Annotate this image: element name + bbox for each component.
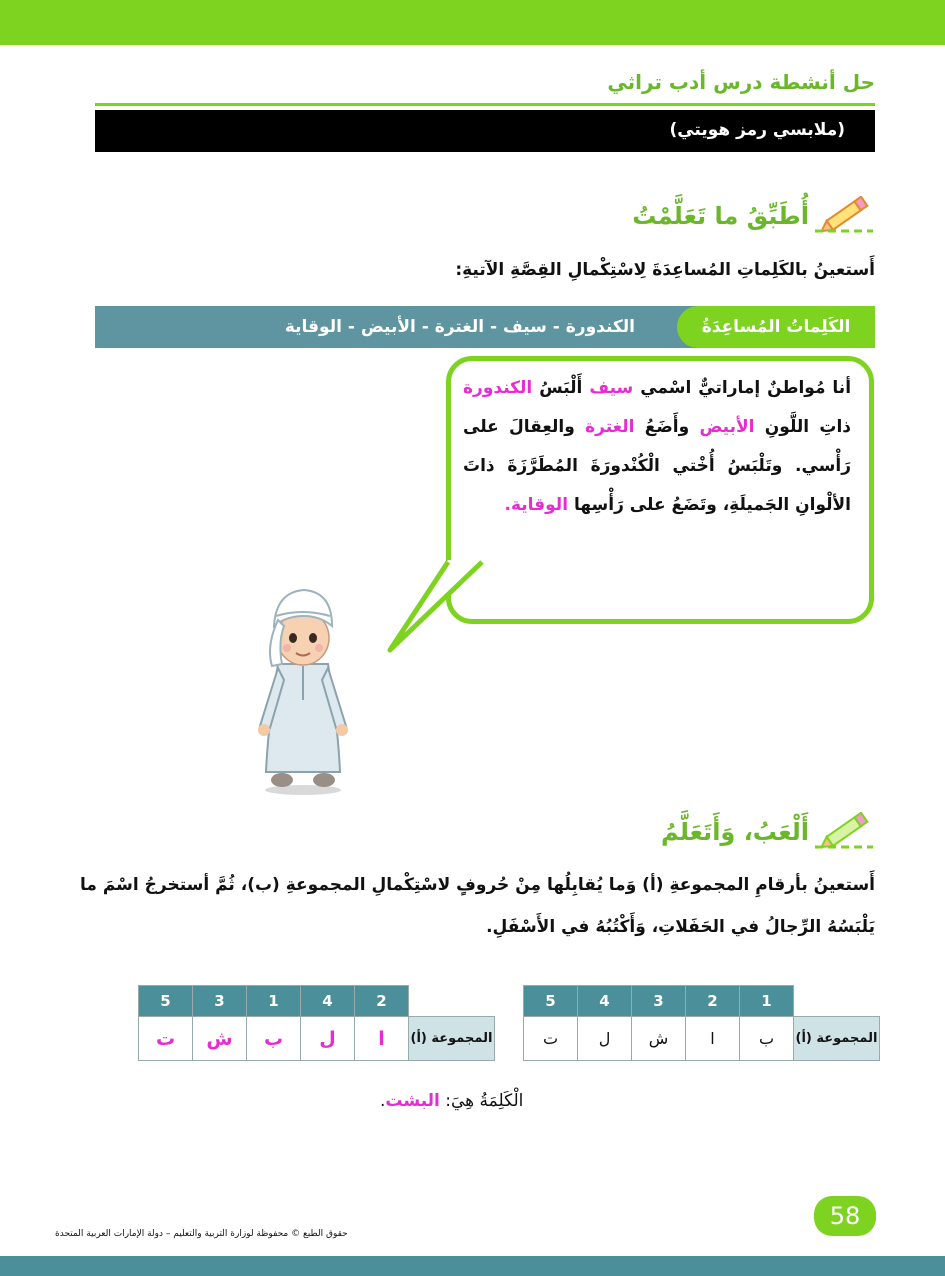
helper-words-bar (95, 306, 875, 348)
letter-cell: ا (355, 1017, 409, 1061)
group-label-cell: المجموعة (أ) (409, 1017, 495, 1061)
story-segment: والعِقالَ على رَأْسي. وتَلْبَسُ أُخْتي الْكُنْدورَةَ المُطَرَّزَةَ ذاتَ الألْوانِ الجَميلَةِ، وتَضَعُ على رَأْسِها (463, 417, 851, 515)
story-segment: وأَضَعُ (644, 417, 690, 437)
instruction-story: أَستعينُ بالكَلِماتِ المُساعِدَةَ لِاسْتِكْمالِ القِصَّةِ الآتيةِ: (455, 260, 875, 280)
answer-line (380, 1091, 523, 1111)
puzzle-table-answer (138, 985, 495, 1061)
number-cell: 2 (686, 986, 740, 1017)
number-cell: 3 (632, 986, 686, 1017)
section-apply-title: أُطَبِّقُ ما تَعَلَّمْتُ (632, 202, 809, 230)
story-answer-word: الكندورة (463, 378, 533, 398)
pencil-icon (813, 196, 875, 236)
story-answer-word: سيف (589, 378, 634, 398)
story-segment: ذاتِ اللَّونِ (764, 417, 852, 437)
answer-prefix: الْكَلِمَةُ هِيَ: (445, 1091, 524, 1111)
number-cell: 1 (247, 986, 301, 1017)
helper-words-label: الكَلِماتُ المُساعِدَةُ (677, 306, 875, 348)
subtitle-band (95, 110, 875, 152)
story-answer-word: الوقاية. (504, 495, 569, 515)
number-cell: 4 (578, 986, 632, 1017)
letter-cell: ش (193, 1017, 247, 1061)
speech-bubble (446, 356, 874, 624)
answer-suffix: . (380, 1091, 386, 1111)
subtitle-text: (ملابسي رمز هويتي) (669, 120, 845, 140)
number-cell: 5 (524, 986, 578, 1017)
story-segment: أنا مُواطنٌ إماراتيٌّ اسْمي (640, 378, 852, 398)
table-corner (794, 986, 880, 1017)
page-number-badge: 58 (814, 1196, 876, 1236)
instruction-puzzle: أَستعينُ بأرقامِ المجموعةِ (أ) وَما يُقابِلُها مِنْ حُروفٍ لاسْتِكْمالِ المجموعةِ (ب)، ثُمَّ أستخرجُ اسْمَ ما يَلْبَسُهُ الرِّجالُ في الحَفَلاتِ، وَأَكْتُبُهُ في الأَسْفَلِ. (80, 875, 875, 937)
number-cell: 5 (139, 986, 193, 1017)
number-cell: 2 (355, 986, 409, 1017)
lesson-title: حل أنشطة درس أدب تراثي (607, 70, 875, 94)
top-banner (0, 0, 945, 45)
title-divider (95, 103, 875, 106)
pencil-icon (813, 812, 875, 852)
section-play-title: أَلْعَبُ، وَأَتَعَلَّمُ (661, 818, 809, 846)
letter-cell: ل (578, 1017, 632, 1061)
story-segment: أَلْبَسُ (539, 378, 583, 398)
section-play-heading (661, 812, 875, 852)
story-answer-word: الأبيض (699, 417, 755, 437)
letter-cell: ب (740, 1017, 794, 1061)
letter-cell: ل (301, 1017, 355, 1061)
letter-cell: ت (524, 1017, 578, 1061)
puzzle-table-key (523, 985, 880, 1061)
bottom-banner (0, 1256, 945, 1276)
letter-cell: ت (139, 1017, 193, 1061)
number-cell: 1 (740, 986, 794, 1017)
story-answer-word: الغترة (585, 417, 635, 437)
story-text (463, 369, 851, 525)
helper-words-list: الكندورة - سيف - الغترة - الأبيض - الوقاية (284, 317, 635, 337)
group-label-cell: المجموعة (أ) (794, 1017, 880, 1061)
answer-word: البشت (385, 1091, 440, 1111)
letter-cell: ش (632, 1017, 686, 1061)
boy-illustration (238, 576, 368, 796)
table-corner (409, 986, 495, 1017)
letter-cell: ب (247, 1017, 301, 1061)
letter-cell: ا (686, 1017, 740, 1061)
copyright-notice: حقوق الطبع © محفوظة لوزارة التربية والتعليم – دولة الإمارات العربية المتحدة (55, 1229, 348, 1239)
speech-bubble-tail (376, 560, 496, 660)
number-cell: 4 (301, 986, 355, 1017)
section-apply-heading (632, 196, 875, 236)
number-cell: 3 (193, 986, 247, 1017)
